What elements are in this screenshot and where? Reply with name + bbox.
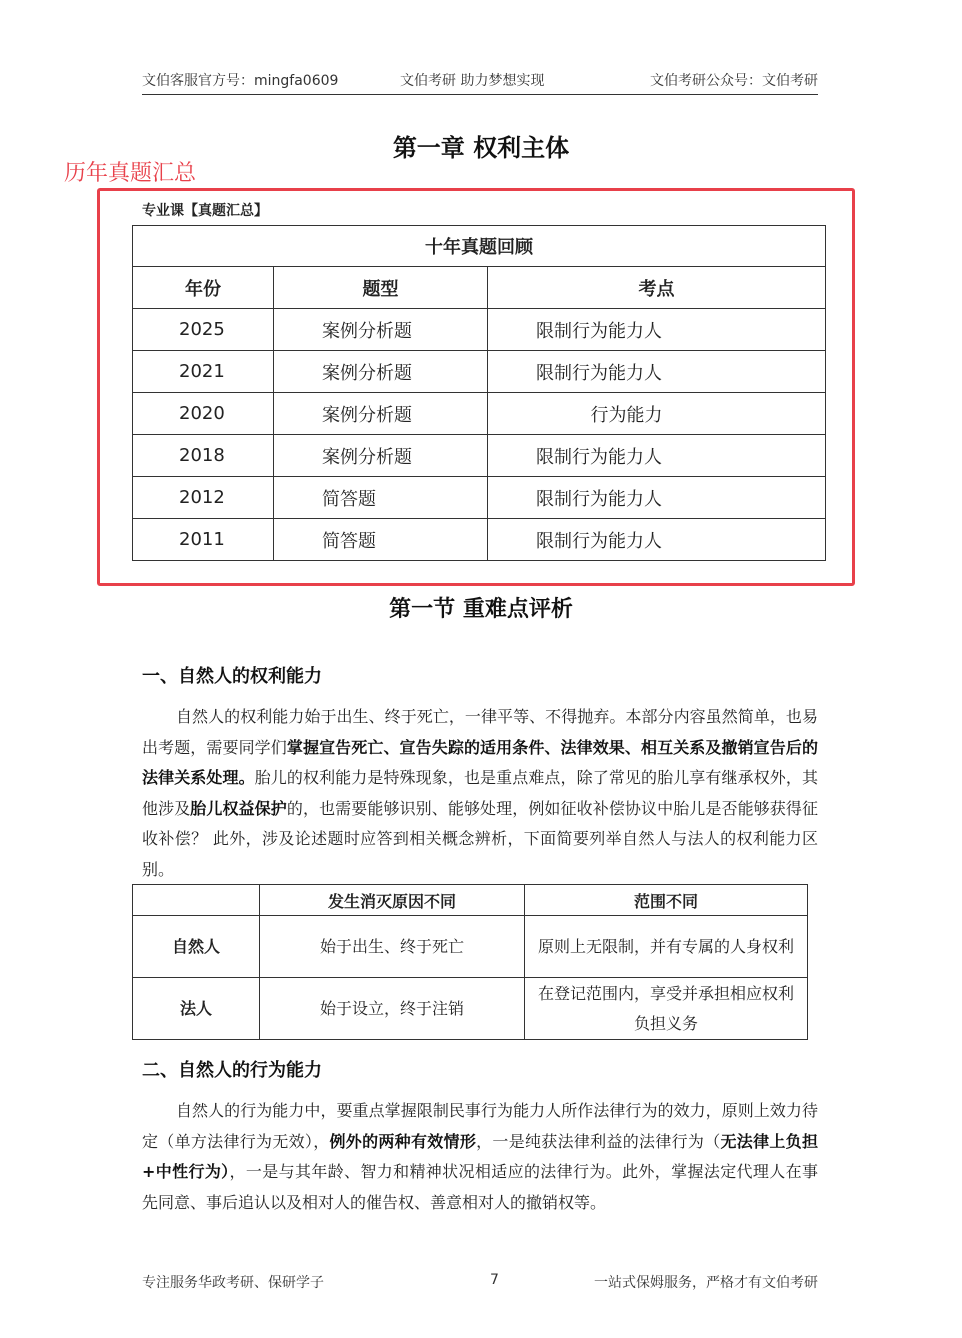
cell-topic: 限制行为能力人 bbox=[488, 309, 826, 351]
cell-type: 案例分析题 bbox=[274, 309, 488, 351]
exam-summary-label: 专业课【真题汇总】 bbox=[142, 203, 268, 219]
heading-legal-capacity: 一、自然人的权利能力 bbox=[142, 666, 322, 687]
col-header-topic: 考点 bbox=[488, 267, 826, 309]
cell-scope: 原则上无限制，并有专属的人身权利 bbox=[525, 916, 808, 978]
chapter-title: 第一章 权利主体 bbox=[392, 134, 570, 162]
table-row bbox=[133, 519, 826, 561]
cell-cause: 始于设立，终于注销 bbox=[260, 978, 525, 1040]
heading-capacity-for-conduct: 二、自然人的行为能力 bbox=[142, 1060, 322, 1081]
paragraph-capacity-for-conduct: 自然人的行为能力中，要重点掌握限制民事行为能力人所作法律行为的效力，原则上效力待定（单方法律行为无效），例外的两种有效情形，一是纯获法律利益的法律行为（无法律上负担+中性行为），一是与其年龄、智力和精神状况相适应的法律行为。此外，掌握法定代理人在事先同意、事后追认以及相对人的催告权、善意相对人的撤销权等。 bbox=[142, 1101, 818, 1212]
table-row bbox=[133, 309, 826, 351]
cell-year: 2025 bbox=[133, 309, 274, 351]
col-header-cause: 发生消灭原因不同 bbox=[260, 885, 525, 916]
cell-type: 简答题 bbox=[274, 519, 488, 561]
cell-year: 2020 bbox=[133, 393, 274, 435]
table-row bbox=[133, 477, 826, 519]
cell-year: 2012 bbox=[133, 477, 274, 519]
annotation-label: 历年真题汇总 bbox=[64, 161, 197, 186]
table-caption: 十年真题回顾 bbox=[133, 226, 826, 267]
col-header-blank bbox=[133, 885, 260, 916]
cell-scope: 在登记范围内，享受并承担相应权利负担义务 bbox=[525, 978, 808, 1040]
row-label: 自然人 bbox=[133, 916, 260, 978]
table-row bbox=[133, 978, 808, 1040]
comparison-table bbox=[132, 884, 808, 1040]
cell-year: 2011 bbox=[133, 519, 274, 561]
row-label: 法人 bbox=[133, 978, 260, 1040]
page-number: 7 bbox=[490, 1272, 499, 1288]
table-row bbox=[133, 435, 826, 477]
header-right: 文伯考研公众号：文伯考研 bbox=[650, 73, 818, 89]
col-header-scope: 范围不同 bbox=[525, 885, 808, 916]
cell-type: 简答题 bbox=[274, 477, 488, 519]
footer-right: 一站式保姆服务，严格才有文伯考研 bbox=[594, 1275, 818, 1291]
cell-year: 2021 bbox=[133, 351, 274, 393]
table-row bbox=[133, 393, 826, 435]
cell-topic: 行为能力 bbox=[488, 393, 826, 435]
header-center: 文伯考研 助力梦想实现 bbox=[400, 73, 545, 89]
table-row bbox=[133, 351, 826, 393]
cell-topic: 限制行为能力人 bbox=[488, 477, 826, 519]
cell-topic: 限制行为能力人 bbox=[488, 519, 826, 561]
col-header-year: 年份 bbox=[133, 267, 274, 309]
cell-topic: 限制行为能力人 bbox=[488, 351, 826, 393]
table-row bbox=[133, 916, 808, 978]
page-footer bbox=[142, 1272, 818, 1294]
cell-type: 案例分析题 bbox=[274, 393, 488, 435]
cell-year: 2018 bbox=[133, 435, 274, 477]
cell-cause: 始于出生、终于死亡 bbox=[260, 916, 525, 978]
cell-topic: 限制行为能力人 bbox=[488, 435, 826, 477]
header-left: 文伯客服官方号：mingfa0609 bbox=[142, 73, 339, 89]
exam-history-table bbox=[132, 225, 826, 561]
footer-left: 专注服务华政考研、保研学子 bbox=[142, 1275, 324, 1291]
cell-type: 案例分析题 bbox=[274, 435, 488, 477]
page-header bbox=[142, 68, 818, 95]
paragraph-legal-capacity: 自然人的权利能力始于出生、终于死亡，一律平等、不得抛弃。本部分内容虽然简单，也易出考题，需要同学们掌握宣告死亡、宣告失踪的适用条件、法律效果、相互关系及撤销宣告后的法律关系处理。胎儿的权利能力是特殊现象，也是重点难点，除了常见的胎儿享有继承权外，其他涉及胎儿权益保护的，也需要能够识别、能够处理，例如征收补偿协议中胎儿是否能够获得征收补偿？ 此外，涉及论述题时应答到相关概念辨析，下面简要列举自然人与法人的权利能力区别。 bbox=[142, 707, 818, 879]
col-header-type: 题型 bbox=[274, 267, 488, 309]
cell-type: 案例分析题 bbox=[274, 351, 488, 393]
section-title: 第一节 重难点评析 bbox=[389, 597, 573, 622]
